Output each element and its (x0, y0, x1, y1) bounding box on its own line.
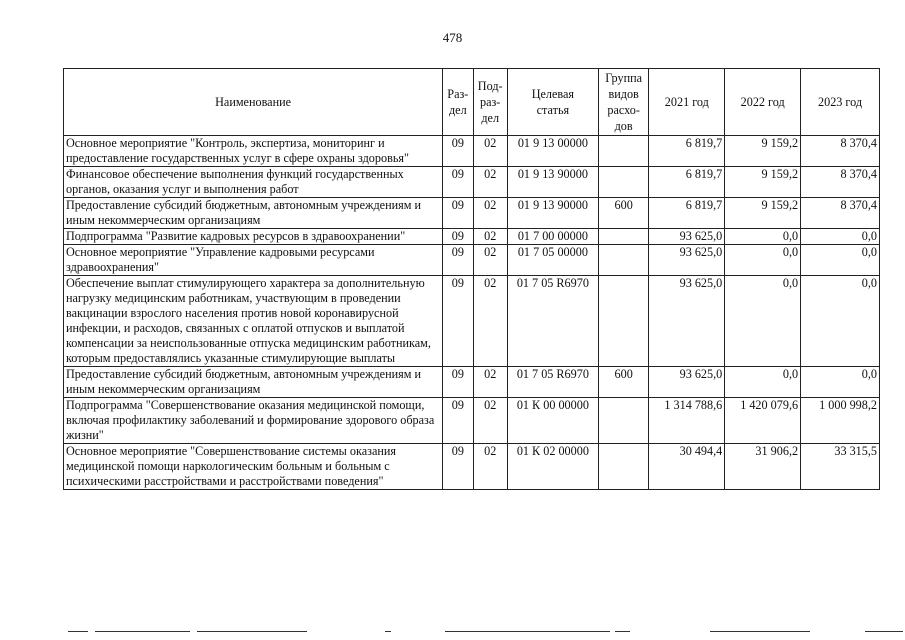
cell-group (598, 245, 649, 276)
cell-razdel: 09 (443, 136, 473, 167)
cell-name: Обеспечение выплат стимулирующего характера за дополнительную нагрузку медицинским работникам, участвующим в проведении вакцинации взрослого населения против новой коронавирусной инфекции, и расходов, связанных с оплатой отпусков и выплатой компенсации за неиспользованные отпуска медицинским работникам, которым предоставлялись указанные стимулирующие выплаты (64, 276, 443, 367)
header-razdel: Раз- дел (443, 69, 473, 136)
cell-podrazdel: 02 (473, 136, 507, 167)
cell-name: Подпрограмма "Совершенствование оказания медицинской помощи, включая профилактику заболеваний и формирование здорового образа жизни" (64, 398, 443, 444)
cell-podrazdel: 02 (473, 167, 507, 198)
cell-y2022: 9 159,2 (725, 136, 801, 167)
cell-y2022: 1 420 079,6 (725, 398, 801, 444)
cell-y2021: 93 625,0 (649, 276, 725, 367)
header-group: Группа видов расхо- дов (598, 69, 649, 136)
cell-y2021: 6 819,7 (649, 198, 725, 229)
page-number: 478 (442, 30, 463, 45)
cell-target: 01 9 13 90000 (507, 198, 598, 229)
cell-podrazdel: 02 (473, 398, 507, 444)
cell-y2023: 0,0 (801, 276, 880, 367)
cell-y2023: 0,0 (801, 229, 880, 245)
cell-y2021: 6 819,7 (649, 136, 725, 167)
cell-podrazdel: 02 (473, 444, 507, 490)
cell-name: Предоставление субсидий бюджетным, автономным учреждениям и иным некоммерческим организациям (64, 367, 443, 398)
footer-rule (0, 631, 905, 635)
cell-y2022: 9 159,2 (725, 167, 801, 198)
cell-razdel: 09 (443, 167, 473, 198)
cell-y2021: 6 819,7 (649, 167, 725, 198)
cell-y2021: 1 314 788,6 (649, 398, 725, 444)
header-podrazdel: Под- раз- дел (473, 69, 507, 136)
cell-name: Основное мероприятие "Управление кадровыми ресурсами здравоохранения" (64, 245, 443, 276)
cell-group (598, 136, 649, 167)
cell-y2023: 8 370,4 (801, 136, 880, 167)
header-2023: 2023 год (801, 69, 880, 136)
cell-y2023: 33 315,5 (801, 444, 880, 490)
cell-target: 01 7 00 00000 (507, 229, 598, 245)
cell-y2023: 0,0 (801, 367, 880, 398)
cell-y2022: 9 159,2 (725, 198, 801, 229)
table-row (64, 229, 880, 245)
cell-y2022: 0,0 (725, 367, 801, 398)
cell-y2022: 0,0 (725, 245, 801, 276)
table-row (64, 444, 880, 490)
header-target: Целевая статья (507, 69, 598, 136)
header-2022: 2022 год (725, 69, 801, 136)
cell-name: Финансовое обеспечение выполнения функций государственных органов, оказания услуг и выполнения работ (64, 167, 443, 198)
cell-podrazdel: 02 (473, 367, 507, 398)
cell-razdel: 09 (443, 229, 473, 245)
budget-table (63, 68, 880, 490)
cell-name: Основное мероприятие "Совершенствование системы оказания медицинской помощи наркологическим больным и больным с психическими расстройствами и расстройствами поведения" (64, 444, 443, 490)
cell-y2023: 8 370,4 (801, 167, 880, 198)
cell-razdel: 09 (443, 367, 473, 398)
cell-y2022: 0,0 (725, 276, 801, 367)
cell-y2022: 0,0 (725, 229, 801, 245)
cell-target: 01 К 00 00000 (507, 398, 598, 444)
cell-target: 01 9 13 90000 (507, 167, 598, 198)
header-2021: 2021 год (649, 69, 725, 136)
table-row (64, 367, 880, 398)
cell-target: 01 К 02 00000 (507, 444, 598, 490)
header-name: Наименование (64, 69, 443, 136)
cell-podrazdel: 02 (473, 198, 507, 229)
cell-razdel: 09 (443, 198, 473, 229)
cell-podrazdel: 02 (473, 276, 507, 367)
cell-target: 01 7 05 R6970 (507, 276, 598, 367)
table-row (64, 398, 880, 444)
table-row (64, 136, 880, 167)
cell-razdel: 09 (443, 398, 473, 444)
table-row (64, 167, 880, 198)
table-row (64, 276, 880, 367)
table-row (64, 198, 880, 229)
cell-y2023: 8 370,4 (801, 198, 880, 229)
cell-y2021: 93 625,0 (649, 245, 725, 276)
cell-group: 600 (598, 198, 649, 229)
cell-podrazdel: 02 (473, 245, 507, 276)
cell-razdel: 09 (443, 245, 473, 276)
cell-y2021: 93 625,0 (649, 229, 725, 245)
cell-y2023: 1 000 998,2 (801, 398, 880, 444)
table-body (64, 136, 880, 490)
cell-name: Основное мероприятие "Контроль, экспертиза, мониторинг и предоставление государственных услуг в сфере охраны здоровья" (64, 136, 443, 167)
cell-name: Подпрограмма "Развитие кадровых ресурсов в здравоохранении" (64, 229, 443, 245)
cell-y2022: 31 906,2 (725, 444, 801, 490)
cell-name: Предоставление субсидий бюджетным, автономным учреждениям и иным некоммерческим организациям (64, 198, 443, 229)
cell-group (598, 276, 649, 367)
cell-target: 01 7 05 R6970 (507, 367, 598, 398)
cell-group (598, 229, 649, 245)
cell-group: 600 (598, 367, 649, 398)
cell-razdel: 09 (443, 276, 473, 367)
table-header-row (64, 69, 880, 136)
cell-target: 01 9 13 00000 (507, 136, 598, 167)
cell-group (598, 444, 649, 490)
cell-y2021: 30 494,4 (649, 444, 725, 490)
cell-group (598, 398, 649, 444)
table-row (64, 245, 880, 276)
cell-podrazdel: 02 (473, 229, 507, 245)
cell-y2021: 93 625,0 (649, 367, 725, 398)
cell-y2023: 0,0 (801, 245, 880, 276)
cell-target: 01 7 05 00000 (507, 245, 598, 276)
cell-group (598, 167, 649, 198)
cell-razdel: 09 (443, 444, 473, 490)
